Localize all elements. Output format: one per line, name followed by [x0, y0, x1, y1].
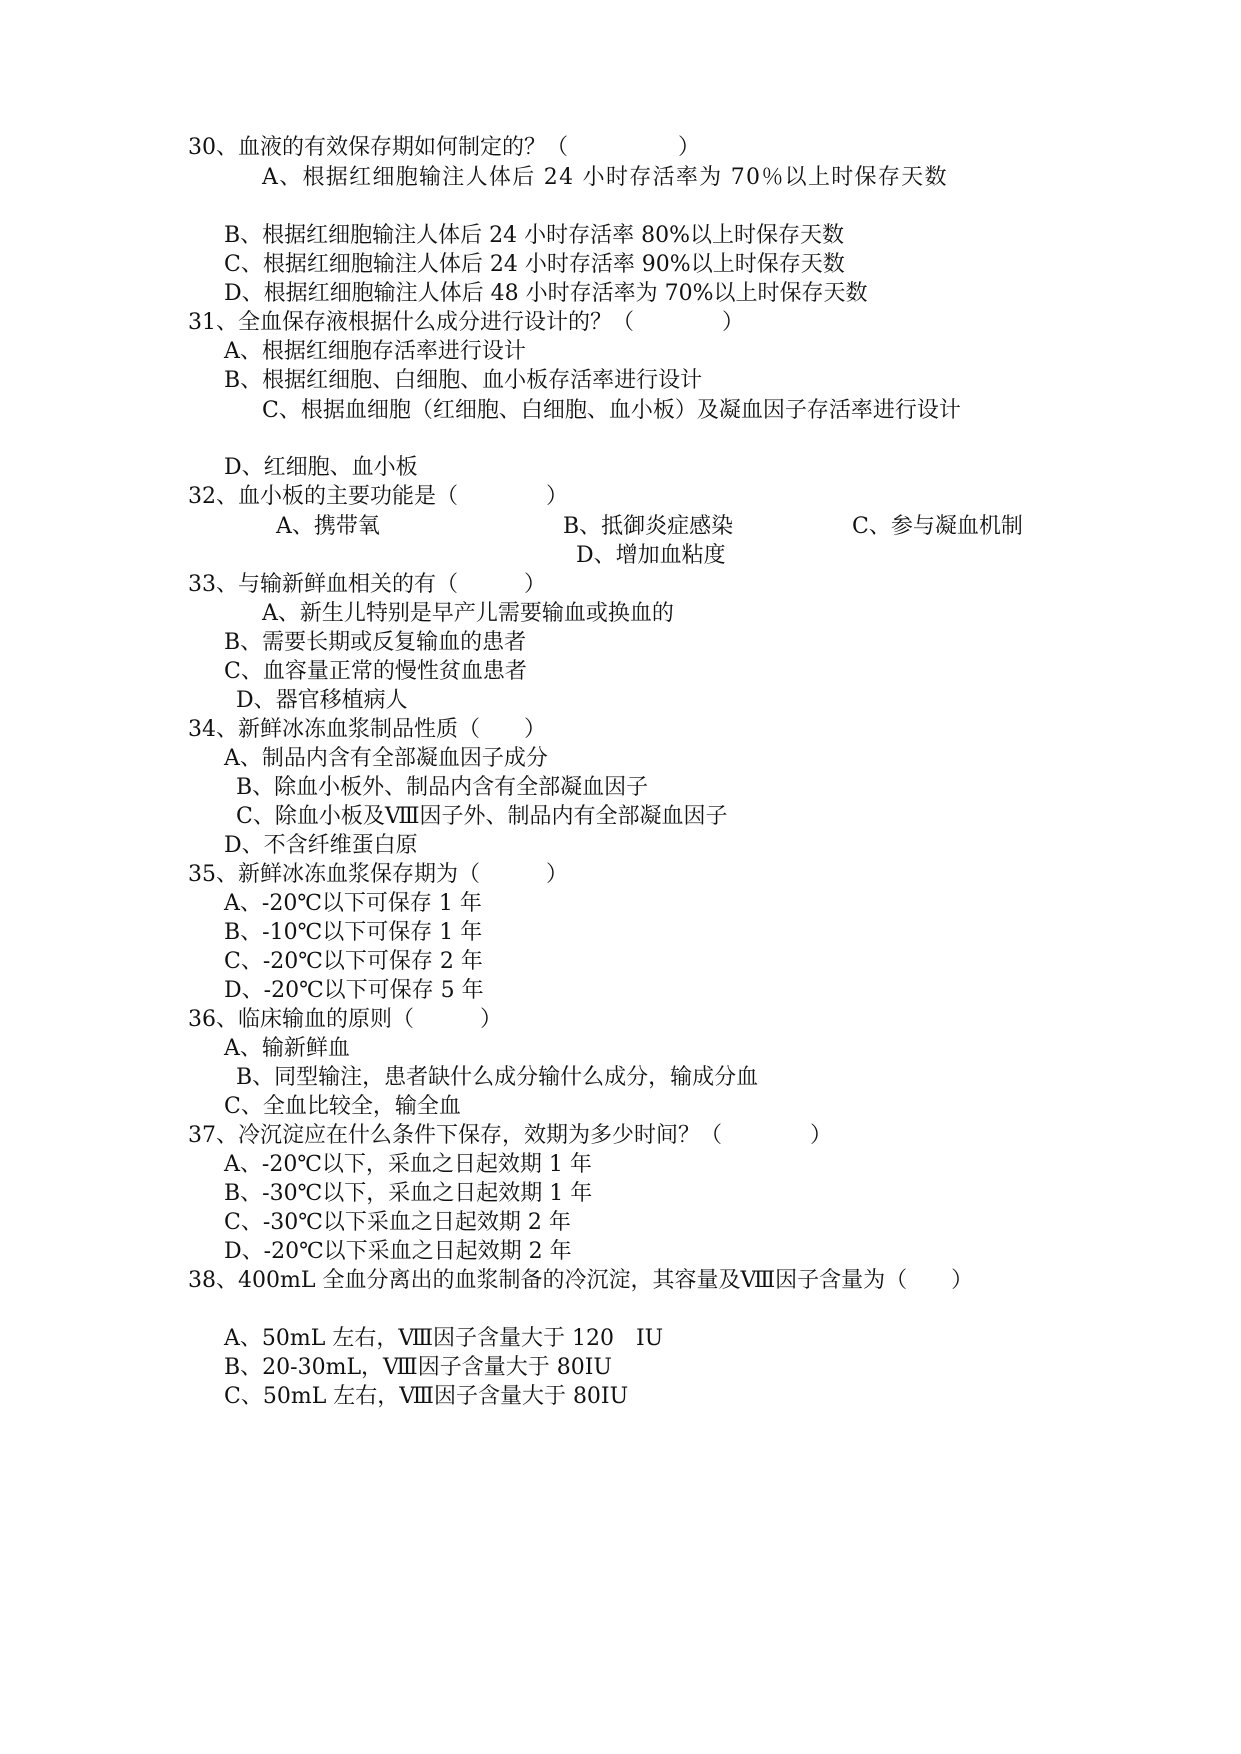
question-31-option-d: D、红细胞、血小板: [224, 455, 418, 480]
question-33-option-a: A、新生儿特别是早产儿需要输血或换血的: [262, 601, 674, 626]
question-34-option-c: C、除血小板及Ⅷ因子外、制品内有全部凝血因子: [236, 804, 728, 829]
question-32-option-a: A、携带氧: [276, 514, 380, 539]
question-34-option-b: B、除血小板外、制品内含有全部凝血因子: [236, 775, 649, 800]
question-35-option-a: A、-20℃以下可保存 1 年: [224, 891, 482, 916]
question-32-option-d: D、增加血粘度: [576, 543, 726, 568]
question-33-option-d: D、器官移植病人: [236, 688, 408, 713]
question-37-option-d: D、-20℃以下采血之日起效期 2 年: [224, 1239, 572, 1264]
question-31-stem: 31、全血保存液根据什么成分进行设计的？（ ）: [188, 310, 744, 335]
question-33-option-b: B、需要长期或反复输血的患者: [224, 630, 527, 655]
question-33-option-c: C、血容量正常的慢性贫血患者: [224, 659, 527, 684]
question-34-stem: 34、新鲜冰冻血浆制品性质（ ）: [188, 717, 546, 742]
question-35-stem: 35、新鲜冰冻血浆保存期为（ ）: [188, 862, 568, 887]
question-32-stem: 32、血小板的主要功能是（ ）: [188, 484, 568, 509]
question-38-option-a: A、50mL 左右，Ⅷ因子含量大于 120 IU: [224, 1326, 664, 1351]
question-37-stem: 37、冷沉淀应在什么条件下保存，效期为多少时间？（ ）: [188, 1123, 832, 1148]
question-30-stem: 30、血液的有效保存期如何制定的？（ ）: [188, 135, 700, 160]
question-38-option-b: B、20-30mL，Ⅷ因子含量大于 80IU: [224, 1355, 612, 1380]
question-36-option-a: A、输新鲜血: [224, 1036, 350, 1061]
question-37-option-a: A、-20℃以下，采血之日起效期 1 年: [224, 1152, 592, 1177]
question-32-option-b: B、抵御炎症感染: [563, 514, 734, 539]
question-30-option-d: D、根据红细胞输注人体后 48 小时存活率为 70%以上时保存天数: [224, 281, 868, 306]
question-33-stem: 33、与输新鲜血相关的有（ ）: [188, 572, 546, 597]
question-36-option-c: C、全血比较全，输全血: [224, 1094, 461, 1119]
question-36-stem: 36、临床输血的原则（ ）: [188, 1007, 502, 1032]
question-31-option-a: A、根据红细胞存活率进行设计: [224, 339, 526, 364]
question-37-option-c: C、-30℃以下采血之日起效期 2 年: [224, 1210, 571, 1235]
question-35-option-b: B、-10℃以下可保存 1 年: [224, 920, 483, 945]
question-30-option-a: A、根据红细胞输注人体后 24 小时存活率为 70％以上时保存天数: [262, 165, 948, 190]
question-36-option-b: B、同型输注，患者缺什么成分输什么成分，输成分血: [236, 1065, 759, 1090]
question-30-option-b: B、根据红细胞输注人体后 24 小时存活率 80%以上时保存天数: [224, 223, 845, 248]
question-35-option-c: C、-20℃以下可保存 2 年: [224, 949, 483, 974]
question-31-option-b: B、根据红细胞、白细胞、血小板存活率进行设计: [224, 368, 703, 393]
question-37-option-b: B、-30℃以下，采血之日起效期 1 年: [224, 1181, 593, 1206]
question-38-stem: 38、400mL 全血分离出的血浆制备的冷沉淀，其容量及Ⅷ因子含量为（ ）: [188, 1268, 974, 1293]
question-34-option-a: A、制品内含有全部凝血因子成分: [224, 746, 548, 771]
question-32-option-c: C、参与凝血机制: [852, 514, 1023, 539]
question-30-option-c: C、根据红细胞输注人体后 24 小时存活率 90%以上时保存天数: [224, 252, 845, 277]
question-34-option-d: D、不含纤维蛋白原: [224, 833, 418, 858]
question-38-option-c: C、50mL 左右，Ⅷ因子含量大于 80IU: [224, 1384, 629, 1409]
question-31-option-c: C、根据血细胞（红细胞、白细胞、血小板）及凝血因子存活率进行设计: [262, 398, 961, 423]
question-35-option-d: D、-20℃以下可保存 5 年: [224, 978, 484, 1003]
